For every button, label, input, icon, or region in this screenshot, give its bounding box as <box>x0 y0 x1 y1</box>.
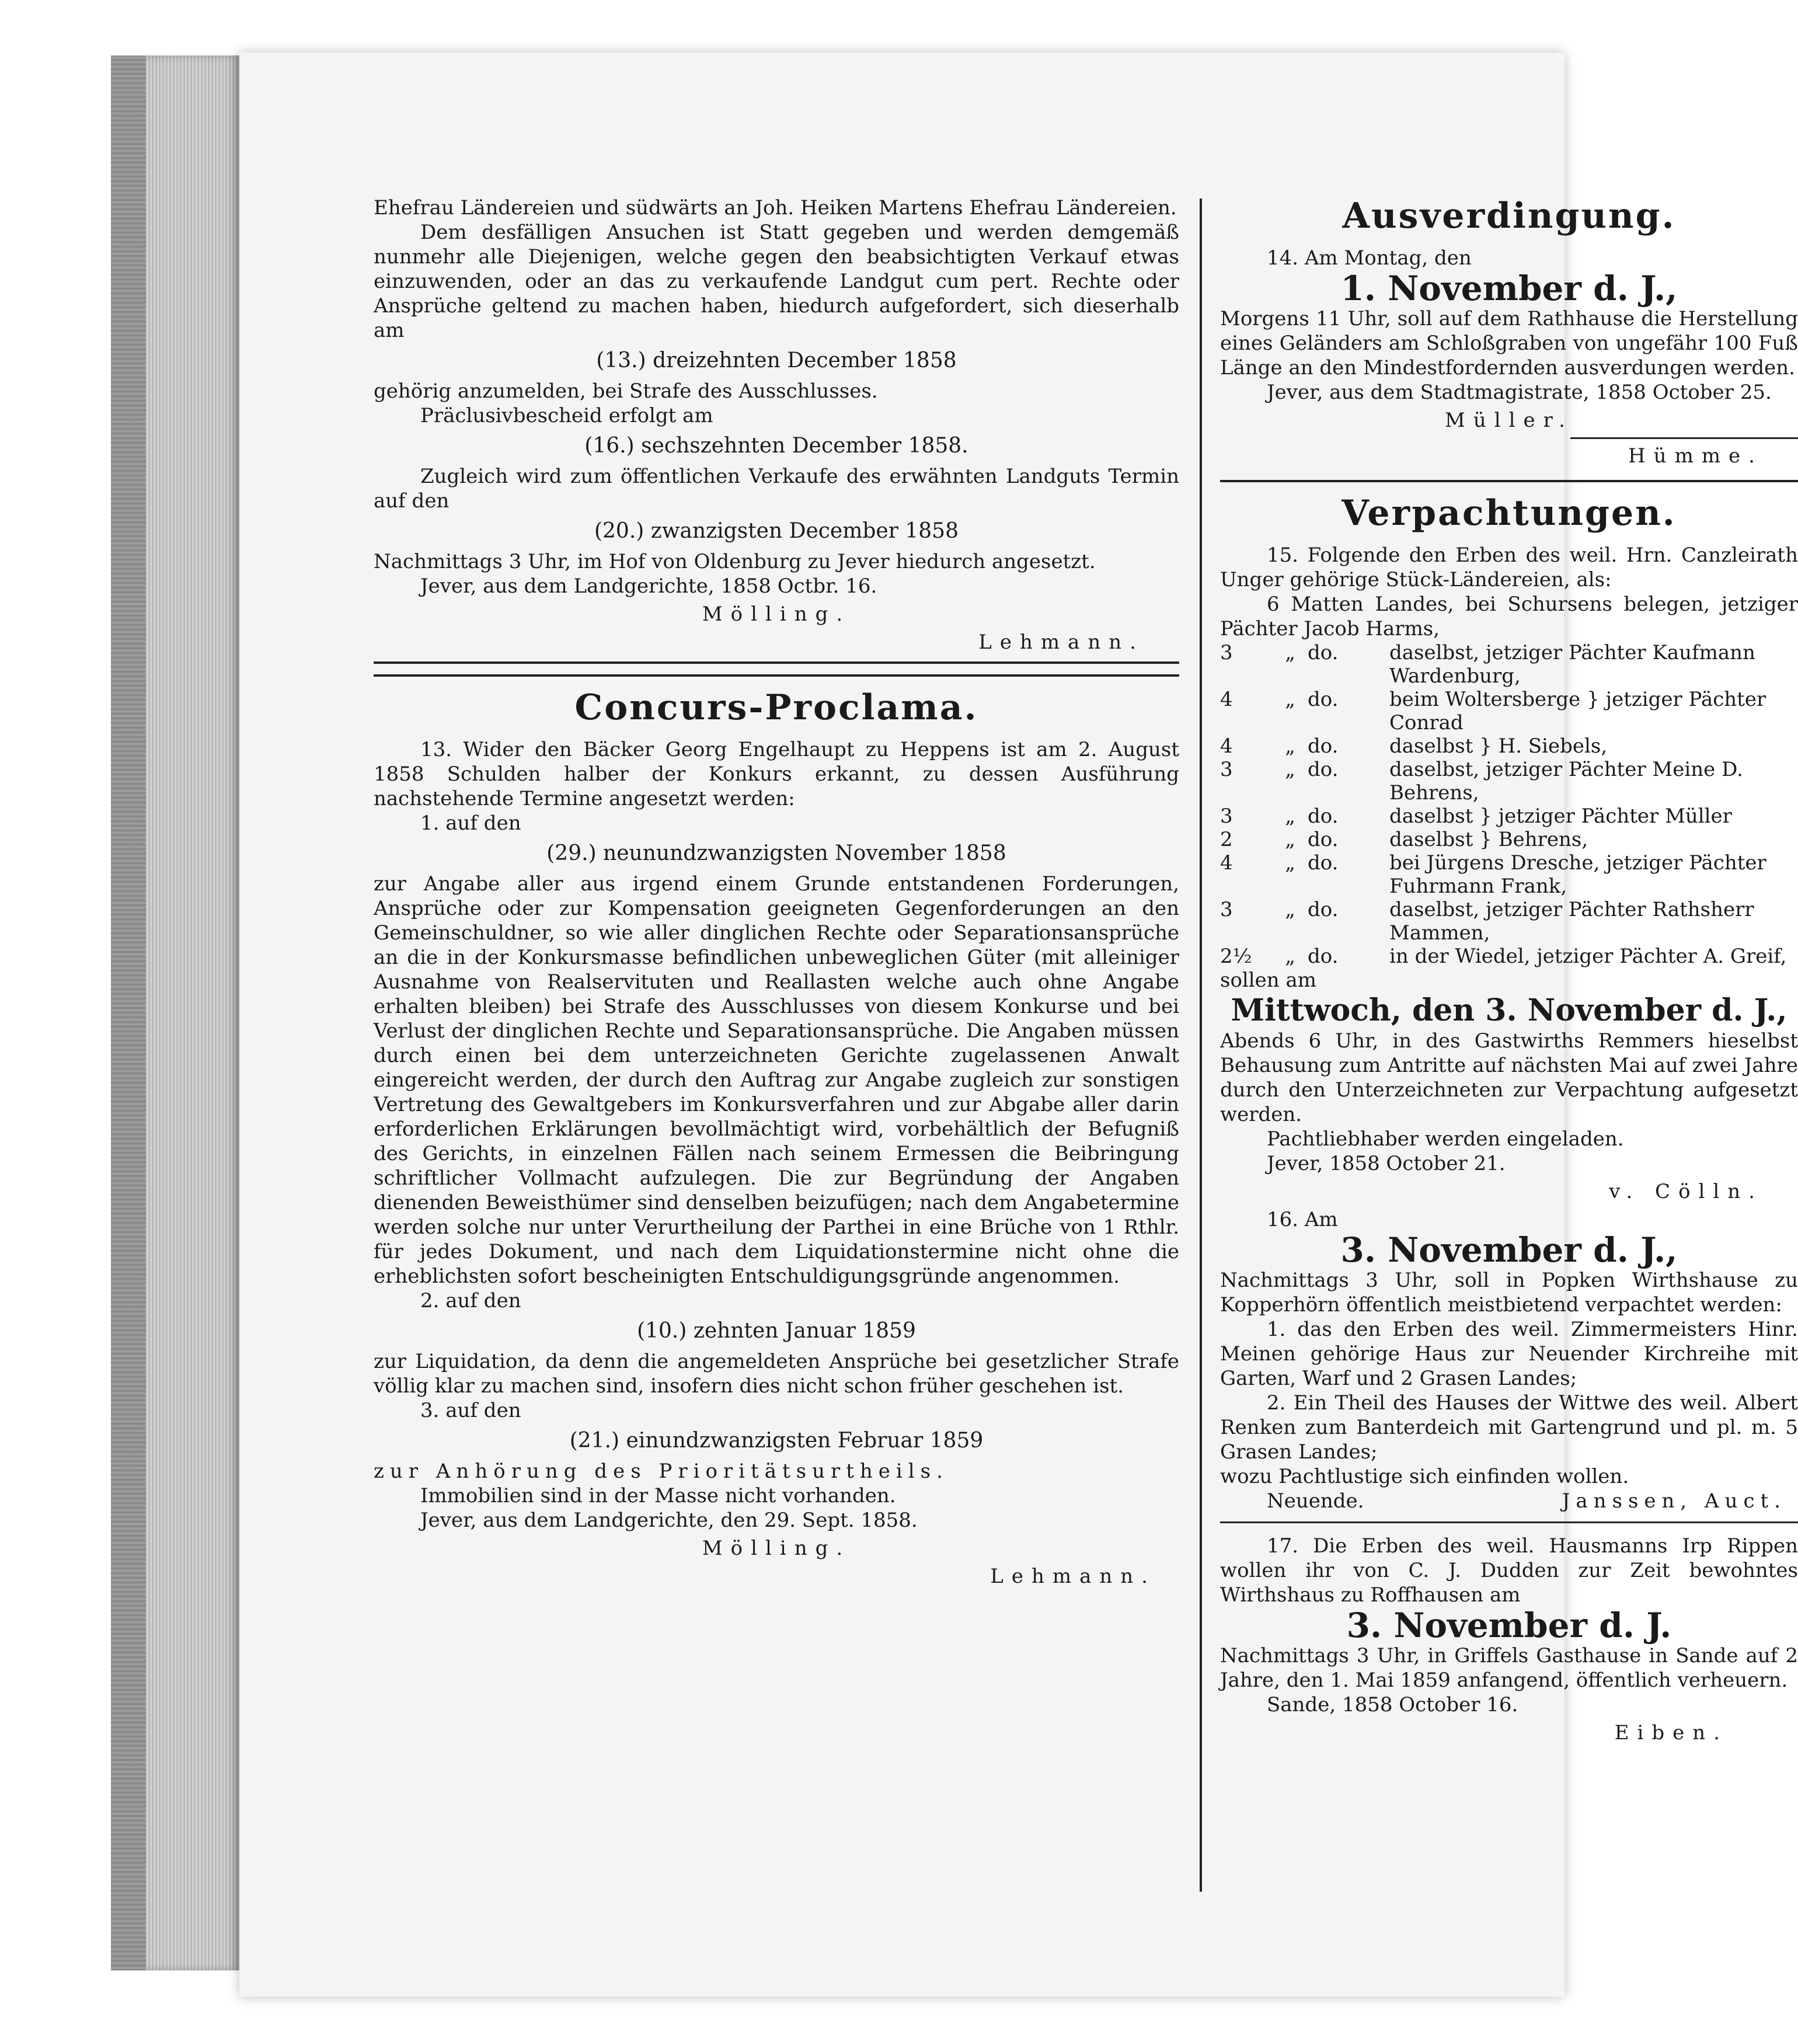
lease-table <box>1220 641 1798 968</box>
lease-cell-d: do. <box>1308 641 1339 664</box>
lease-cell-q: „ <box>1285 641 1295 664</box>
paragraph: 16. Am <box>1267 1208 1338 1231</box>
lease-cell-d: do. <box>1308 945 1339 968</box>
paragraph: Jever, aus dem Landgerichte, den 29. Sept. 1858. <box>420 1509 918 1532</box>
date-line: 1. November d. J., <box>1340 269 1678 308</box>
lease-cell-d: do. <box>1308 898 1339 921</box>
lease-cell-d: do. <box>1308 734 1339 758</box>
lease-cell-n: 4 <box>1220 734 1233 758</box>
date-line: 3. November d. J., <box>1340 1230 1678 1270</box>
section-rule <box>1220 480 1798 482</box>
lease-row <box>1220 851 1798 898</box>
paragraph: Zugleich wird zum öffentlichen Verkaufe des erwähnten Landguts Termin auf den <box>374 465 1179 513</box>
lease-cell-d: do. <box>1308 828 1339 851</box>
date-line: Mittwoch, den 3. November d. J., <box>1231 993 1787 1028</box>
signature: Lehmann. <box>978 631 1144 654</box>
signature: Mölling. <box>702 1537 851 1560</box>
newspaper-page <box>239 53 1798 1997</box>
lease-row <box>1220 734 1798 758</box>
place: Neuende. <box>1267 1489 1364 1513</box>
lease-cell-n: 4 <box>1220 851 1233 875</box>
right-column <box>1220 196 1798 1749</box>
lease-cell-q: „ <box>1285 898 1295 921</box>
signature: Eiben. <box>1614 1721 1728 1744</box>
paragraph: Nachmittags 3 Uhr, in Griffels Gasthause in Sande auf 2 Jahre, den 1. Mai 1859 anfangend, öffentlich verheuern. <box>1220 1644 1798 1692</box>
paragraph: Jever, aus dem Stadtmagistrate, 1858 October 25. <box>1267 381 1772 404</box>
date-line: (29.) neunundzwanzigsten November 1858 <box>546 841 1006 865</box>
section-rule <box>374 674 1179 677</box>
paragraph: zur Liquidation, da denn die angemeldeten Ansprüche bei gesetzlicher Strafe völlig klar zu machen sind, insofern dies nicht schon früher geschehen ist. <box>374 1350 1179 1398</box>
list-item: 1. das den Erben des weil. Zimmermeisters Hinr. Meinen gehörige Haus zur Neuender Kirchreihe mit Garten, Warf und 2 Grasen Landes; <box>1220 1318 1798 1390</box>
date-line: (10.) zehnten Januar 1859 <box>637 1319 916 1343</box>
lease-cell-q: „ <box>1285 688 1295 711</box>
lease-cell-t: daselbst, jetziger Pächter Rathsherr Mammen, <box>1389 898 1754 945</box>
list-item: 1. auf den <box>420 812 521 835</box>
list-item: 2. Ein Theil des Hauses der Wittwe des weil. Albert Renken zum Banterdeich mit Gartengrund und pl. m. 5 Grasen Landes; <box>1220 1391 1798 1464</box>
signature: Müller. <box>1445 409 1573 432</box>
paragraph: Immobilien sind in der Masse nicht vorhanden. <box>420 1484 896 1507</box>
column-divider <box>1200 199 1202 1892</box>
paragraph: Jever, 1858 October 21. <box>1267 1152 1506 1175</box>
lease-cell-q: „ <box>1285 805 1295 828</box>
paragraph: 13. Wider den Bäcker Georg Engelhaupt zu Heppens ist am 2. August 1858 Schulden halber der Konkurs erkannt, zu dessen Ausführung nachstehende Termine angesetzt werden: <box>374 738 1179 810</box>
list-item: 3. auf den <box>420 1399 521 1422</box>
paragraph: Präclusivbescheid erfolgt am <box>420 404 713 427</box>
section-heading: Verpachtungen. <box>1341 493 1677 534</box>
paragraph: zur Angabe aller aus irgend einem Grunde entstandenen Forderungen, Ansprüche oder zur Kompensation geeigneten Gegenforderungen an den Gemeinschuldner, so wie aller dinglichen Rechte oder Separationsansprüche an die in der Konkursmasse befindlichen unbeweglichen Güter (mit alleiniger Ausnahme von Realservituten und Reallasten welche auch ohne Angabe erhalten bleiben) bei Strafe des Ausschlusses von diesem Konkurse und bei Verlust der dinglichen Rechte und Separationsansprüche. Die Angaben müssen durch einen bei dem unterzeichneten Gerichte zugelassenen Anwalt eingereicht werden, der durch den Auftrag zur Angabe zugleich zur sonstigen Vertretung des Gewaltgebers im Konkursverfahren und zur Abgabe aller darin erforderlichen Erklärungen bevollmächtigt wird, vorbehältlich der Befugniß des Gerichts, in einzelnen Fällen nach seinem Ermessen die Beibringung schriftlicher Vollmacht aufzulegen. Die zur Begründung der Angaben dienenden Beweisthümer sind denselben beizufügen; nach dem Angabetermine werden solche nur unter Verurtheilung der Parthei in eine Brüche von 1 Rthlr. für jedes Dokument, und nach dem Liquidationstermine nicht ohne die erheblichsten sofort bescheinigten Entschuldigungsgründe angenommen. <box>374 872 1179 1288</box>
lease-cell-t: daselbst } H. Siebels, <box>1389 734 1608 758</box>
paragraph: wozu Pachtlustige sich einfinden wollen. <box>1220 1465 1629 1488</box>
lease-cell-d: do. <box>1308 805 1339 828</box>
date-line: (16.) sechszehnten December 1858. <box>584 434 968 458</box>
lease-cell-q: „ <box>1285 851 1295 875</box>
paragraph: Dem desfälligen Ansuchen ist Statt gegeben und werden demgemäß nunmehr alle Diejenigen, welche gegen den beabsichtigten Verkauf etwas einzuwenden, oder an das zu verkaufende Landgut cum pert. Rechte oder Ansprüche geltend zu machen haben, hiedurch aufgefordert, sich dieserhalb am <box>374 221 1179 342</box>
lease-cell-t: daselbst } jetziger Pächter Müller <box>1389 805 1732 828</box>
date-line: (13.) dreizehnten December 1858 <box>596 349 957 372</box>
lease-cell-q: „ <box>1285 828 1295 851</box>
paragraph: 17. Die Erben des weil. Hausmanns Irp Rippen wollen ihr von C. J. Dudden zur Zeit bewohntes Wirthshaus zu Roffhausen am <box>1220 1534 1798 1607</box>
lease-row <box>1220 805 1798 828</box>
lease-cell-d: do. <box>1308 688 1339 711</box>
lease-cell-n: 4 <box>1220 688 1233 711</box>
lease-row <box>1220 828 1798 851</box>
paragraph: 6 Matten Landes, bei Schursens belegen, jetziger Pächter Jacob Harms, <box>1220 593 1798 640</box>
paragraph: sollen am <box>1220 969 1317 992</box>
section-heading: Ausverdingung. <box>1342 196 1676 236</box>
lease-cell-t: beim Woltersberge } jetziger Pächter Conrad <box>1389 688 1766 734</box>
left-column <box>374 196 1179 1592</box>
signature: Mölling. <box>702 603 851 626</box>
rule <box>1570 437 1798 439</box>
paragraph: Pachtliebhaber werden eingeladen. <box>1267 1127 1624 1151</box>
book-spine-edge <box>111 55 146 1970</box>
lease-cell-d: do. <box>1308 851 1339 875</box>
signature: Janssen, Auct. <box>1562 1489 1786 1513</box>
lease-cell-d: do. <box>1308 758 1339 781</box>
paragraph: Morgens 11 Uhr, soll auf dem Rathhause die Herstellung eines Geländers am Schloßgraben von ungefähr 100 Fuß Länge an den Mindestfordernden ausverdungen werden. <box>1220 307 1798 379</box>
paragraph: Nachmittags 3 Uhr, im Hof von Oldenburg zu Jever hiedurch angesetzt. <box>374 550 1096 573</box>
book-page-edges <box>111 55 239 1970</box>
lease-cell-t: bei Jürgens Dresche, jetziger Pächter Fuhrmann Frank, <box>1389 851 1766 898</box>
lease-row <box>1220 688 1798 734</box>
lease-cell-q: „ <box>1285 734 1295 758</box>
lease-cell-t: daselbst, jetziger Pächter Kaufmann Wardenburg, <box>1389 641 1755 688</box>
date-line: (21.) einundzwanzigsten Februar 1859 <box>569 1429 984 1453</box>
paragraph <box>1220 1489 1798 1513</box>
lease-cell-q: „ <box>1285 945 1295 968</box>
lease-row <box>1220 898 1798 945</box>
lease-row <box>1220 758 1798 805</box>
paragraph: gehörig anzumelden, bei Strafe des Ausschlusses. <box>374 379 878 403</box>
paragraph: Nachmittags 3 Uhr, soll in Popken Wirthshause zu Kopperhörn öffentlich meistbietend verpachtet werden: <box>1220 1269 1798 1317</box>
signature: Lehmann. <box>990 1565 1156 1588</box>
lease-cell-n: 3 <box>1220 641 1233 664</box>
paragraph: Jever, aus dem Landgerichte, 1858 Octbr. 16. <box>420 574 877 598</box>
list-item: 2. auf den <box>420 1289 521 1312</box>
lease-row <box>1220 945 1798 968</box>
date-line: (20.) zwanzigsten December 1858 <box>594 519 959 543</box>
lease-cell-t: daselbst } Behrens, <box>1389 828 1588 851</box>
signature: Hümme. <box>1628 444 1763 468</box>
paragraph: zur Anhörung des Prioritätsurtheils. <box>374 1460 949 1483</box>
lease-cell-n: 2½ <box>1220 945 1252 968</box>
section-heading: Concurs-Proclama. <box>574 687 978 728</box>
section-rule <box>1220 1521 1798 1523</box>
lease-cell-n: 3 <box>1220 805 1233 828</box>
date-line: 3. November d. J. <box>1346 1606 1672 1645</box>
signature: v. Cölln. <box>1609 1180 1763 1203</box>
lease-cell-n: 2 <box>1220 828 1233 851</box>
lease-cell-t: in der Wiedel, jetziger Pächter A. Greif, <box>1389 945 1787 968</box>
lease-cell-t: daselbst, jetziger Pächter Meine D. Behrens, <box>1389 758 1743 805</box>
paragraph: Sande, 1858 October 16. <box>1267 1693 1518 1716</box>
paragraph: Abends 6 Uhr, in des Gastwirths Remmers hieselbst Behausung zum Antritte auf nächsten Mai auf zwei Jahre durch den Unterzeichneten zur Verpachtung aufgesetzt werden. <box>1220 1029 1798 1126</box>
lease-cell-n: 3 <box>1220 898 1233 921</box>
paragraph: Ehefrau Ländereien und südwärts an Joh. Heiken Martens Ehefrau Ländereien. <box>374 196 1177 220</box>
section-rule <box>374 661 1179 664</box>
lease-row <box>1220 641 1798 688</box>
paragraph: 15. Folgende den Erben des weil. Hrn. Canzleirath Unger gehörige Stück-Ländereien, als: <box>1220 544 1798 591</box>
lease-cell-n: 3 <box>1220 758 1233 781</box>
paragraph: 14. Am Montag, den <box>1267 246 1472 270</box>
lease-cell-q: „ <box>1285 758 1295 781</box>
